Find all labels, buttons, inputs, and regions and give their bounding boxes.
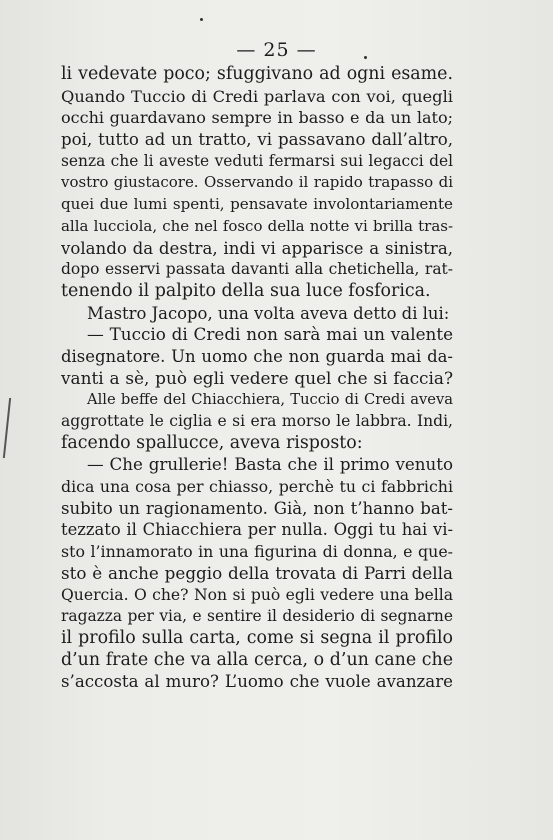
- text-line: occhi guardavano sempre in basso e da un lato;: [61, 108, 453, 128]
- text-line: Quercia. O che? Non si può egli vedere una bella: [61, 585, 453, 604]
- text-line: tezzato il Chiacchiera per nulla. Oggi tu hai vi-: [61, 520, 453, 540]
- text-line: — Che grullerie! Basta che il primo venuto: [87, 455, 453, 475]
- text-line: alla lucciola, che nel fosco della notte vi brilla tras-: [61, 216, 453, 235]
- text-line: subito un ragionamento. Già, non t’hanno bat-: [61, 498, 453, 518]
- ink-speck: [364, 56, 367, 59]
- text-line: dica una cosa per chiasso, perchè tu ci fabbrichi: [61, 477, 453, 497]
- page-number: — 25 —: [236, 39, 317, 61]
- text-line: aggrottate le ciglia e si era morso le labbra. Indi,: [61, 412, 453, 430]
- text-line: ragazza per via, e sentire il desiderio di segnarne: [61, 607, 453, 626]
- text-line: Mastro Jacopo, una volta aveva detto di lui:: [87, 303, 450, 323]
- text-line: dopo esservi passata davanti alla chetichella, rat-: [61, 260, 453, 279]
- text-line: sto l’innamorato in una figurina di donna, e que-: [61, 542, 453, 562]
- body-text: [61, 64, 453, 693]
- text-line: disegnatore. Un uomo che non guarda mai da-: [61, 346, 453, 366]
- ink-speck: [200, 18, 203, 21]
- text-line: volando da destra, indi vi apparisce a sinistra,: [61, 238, 453, 258]
- text-line: vostro giustacore. Osservando il rapido trapasso di: [61, 173, 453, 192]
- text-line: quei due lumi spenti, pensavate involontariamente: [61, 195, 453, 214]
- margin-pencil-mark: [3, 398, 14, 458]
- text-line: poi, tutto ad un tratto, vi passavano dall’altro,: [61, 130, 453, 150]
- text-line: il profilo sulla carta, come si segna il profilo: [61, 627, 453, 648]
- text-line: sto è anche peggio della trovata di Parri della: [61, 562, 453, 583]
- text-line: — Tuccio di Credi non sarà mai un valente: [87, 324, 453, 345]
- text-line: Alle beffe del Chiacchiera, Tuccio di Credi aveva: [87, 391, 453, 409]
- text-line: facendo spallucce, aveva risposto:: [61, 432, 363, 453]
- text-line: s’accosta al muro? L’uomo che vuole avanzare: [61, 672, 453, 692]
- text-line: tenendo il palpito della sua luce fosforica.: [61, 280, 431, 301]
- text-line: li vedevate poco; sfuggivano ad ogni esame.: [61, 64, 453, 84]
- text-line: vanti a sè, può egli vedere quel che si faccia?: [61, 367, 453, 388]
- text-line: senza che li aveste veduti fermarsi sui legacci del: [61, 151, 453, 170]
- text-line: Quando Tuccio di Credi parlava con voi, quegli: [61, 86, 453, 106]
- text-line: d’un frate che va alla cerca, o d’un cane che: [61, 649, 453, 670]
